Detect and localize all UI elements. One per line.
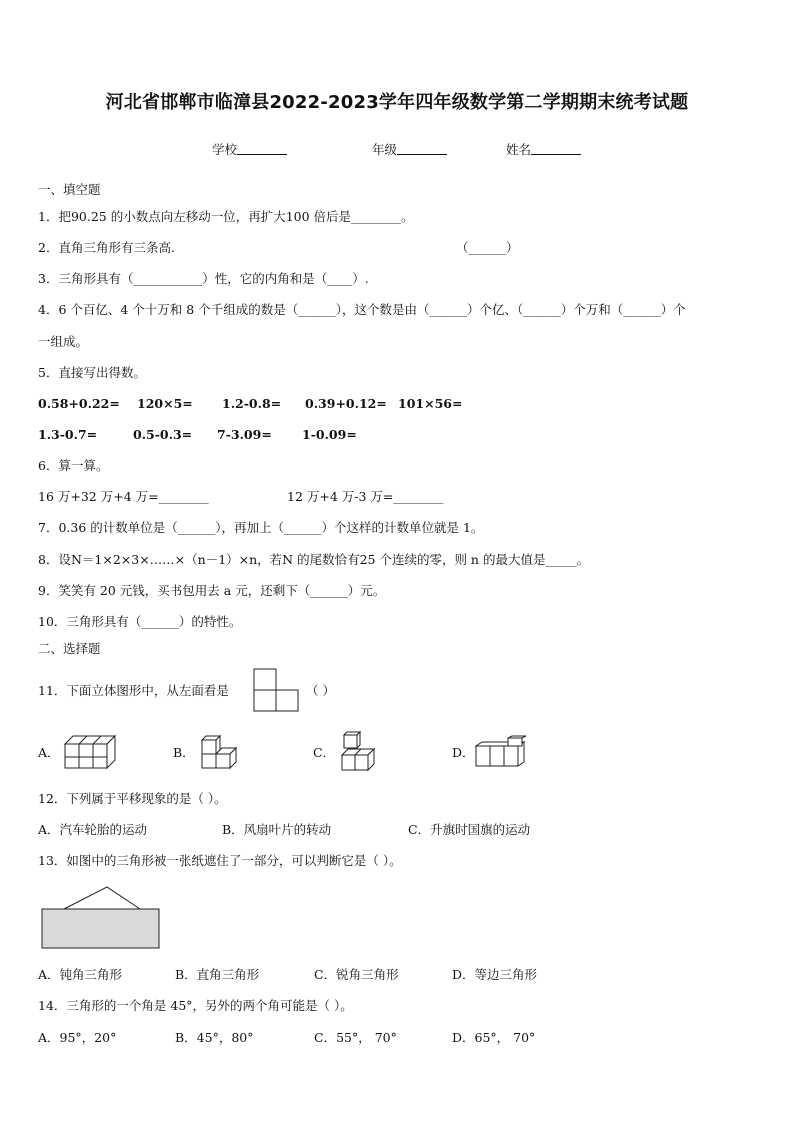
question-6a: 16 万+32 万+4 万=________ [38,489,209,504]
question-2-answer-blank: （______） [456,240,519,255]
question-14: 14．三角形的一个角是 45°，另外的两个角可能是（ ）。 [38,998,353,1013]
question-6b: 12 万+4 万-3 万=________ [287,489,444,504]
grade-label: 年级 [372,142,398,157]
q5-item: 1-0.09= [302,427,357,442]
question-1: 1．把90.25 的小数点向左移动一位，再扩大100 倍后是________。 [38,209,414,224]
option-d-label[interactable]: D． [452,745,475,760]
question-8: 8．设N＝1×2×3×……×（n－1）×n，若N 的尾数恰有25 个连续的零，则 n 的最大值是_____。 [38,552,590,567]
grade-field [372,142,447,158]
option-d[interactable]: D．等边三角形 [452,967,538,982]
option-c[interactable]: C．升旗时国旗的运动 [408,822,531,837]
option-b-cubes-icon[interactable] [200,734,244,772]
question-13: 13．如图中的三角形被一张纸遮住了一部分，可以判断它是（ ）。 [38,853,402,868]
name-label: 姓名 [506,142,532,157]
school-label: 学校 [212,142,238,157]
section-choice-heading: 二、选择题 [38,641,101,656]
option-b[interactable]: B．45°，80° [175,1030,254,1045]
option-c[interactable]: C．55°， 70° [314,1030,397,1045]
question-4-line1: 4．6 个百亿、4 个十万和 8 个千组成的数是（______），这个数是由（______）个亿、（______）个万和（______）个 [38,302,686,317]
q5-item: 0.58+0.22= [38,396,120,411]
question-11-paren: （ ） [306,683,335,698]
option-a-label[interactable]: A． [38,745,60,760]
q5-item: 7-3.09= [217,427,272,442]
option-c[interactable]: C．锐角三角形 [314,967,399,982]
option-c-label[interactable]: C． [313,745,336,760]
question-9: 9．笑笑有 20 元钱，买书包用去 a 元，还剩下（______）元。 [38,583,386,598]
grade-blank[interactable] [397,142,447,155]
name-field [506,142,581,158]
q5-item: 101×56= [398,396,463,411]
left-view-figure [253,668,301,712]
name-blank[interactable] [531,142,581,155]
q5-item: 1.2-0.8= [222,396,282,411]
school-blank[interactable] [237,142,287,155]
option-a[interactable]: A．钝角三角形 [38,967,123,982]
option-a[interactable]: A．95°，20° [38,1030,117,1045]
option-b-label[interactable]: B． [173,745,195,760]
option-b[interactable]: B．风扇叶片的转动 [222,822,332,837]
option-b[interactable]: B．直角三角形 [175,967,260,982]
school-field [212,142,287,158]
question-3: 3．三角形具有（___________）性，它的内角和是（____）. [38,271,369,286]
q5-item: 120×5= [137,396,193,411]
option-c-cubes-icon[interactable] [340,731,380,773]
question-5: 5．直接写出得数。 [38,365,146,380]
question-4-line2: 一组成。 [38,334,89,349]
question-12: 12．下列属于平移现象的是（ ）。 [38,791,227,806]
question-10: 10．三角形具有（______）的特性。 [38,614,242,629]
question-7: 7．0.36 的计数单位是（______），再加上（______）个这样的计数单位就是 1。 [38,520,484,535]
q5-item: 1.3-0.7= [38,427,98,442]
q5-item: 0.5-0.3= [133,427,193,442]
option-d-cubes-icon[interactable] [474,736,534,768]
option-a-cubes-icon[interactable] [64,734,118,770]
option-d[interactable]: D．65°， 70° [452,1030,536,1045]
section-fill-heading: 一、填空题 [38,182,101,197]
question-2: 2．直角三角形有三条高. [38,240,175,255]
question-6: 6．算一算。 [38,458,109,473]
q5-item: 0.39+0.12= [305,396,387,411]
option-a[interactable]: A．汽车轮胎的运动 [38,822,148,837]
covered-triangle-figure [40,885,164,951]
question-11: 11．下面立体图形中，从左面看是 [38,683,229,698]
page-title: 河北省邯郸市临漳县2022-2023学年四年级数学第二学期期末统考试题 [105,92,689,113]
